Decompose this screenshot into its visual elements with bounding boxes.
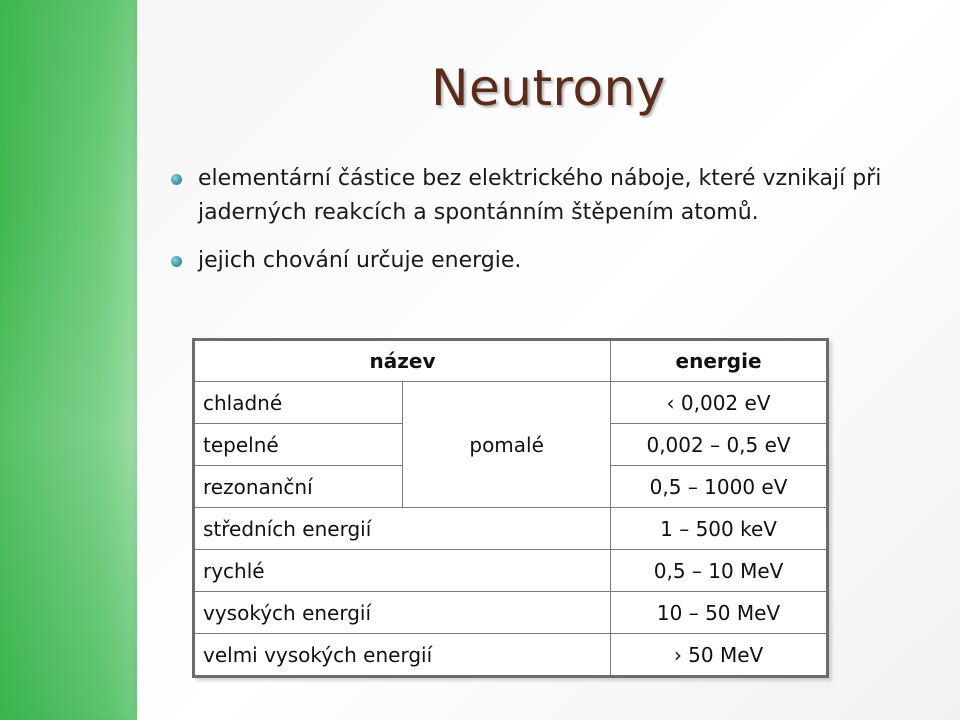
- table-row: [194, 382, 828, 424]
- bullet-item: [170, 244, 910, 278]
- table-row: [194, 508, 828, 550]
- row-name: rezonanční: [194, 466, 403, 508]
- row-name: středních energií: [194, 508, 611, 550]
- bullet-list: [170, 162, 910, 292]
- table-header-row: [194, 340, 828, 382]
- row-name: tepelné: [194, 424, 403, 466]
- row-energy: ‹ 0,002 eV: [611, 382, 828, 424]
- row-name: vysokých energií: [194, 592, 611, 634]
- row-name: velmi vysokých energií: [194, 634, 611, 677]
- row-energy: 1 – 500 keV: [611, 508, 828, 550]
- row-energy: › 50 MeV: [611, 634, 828, 677]
- header-energy: energie: [611, 340, 828, 382]
- row-name: chladné: [194, 382, 403, 424]
- table-row: [194, 550, 828, 592]
- bullet-text: elementární částice bez elektrického náboje, které vznikají při jaderných reakcích a spontánním štěpením atomů.: [198, 166, 882, 225]
- neutron-energy-table: [192, 338, 829, 678]
- table-row: [194, 634, 828, 677]
- row-energy: 0,5 – 1000 eV: [611, 466, 828, 508]
- row-energy: 0,002 – 0,5 eV: [611, 424, 828, 466]
- row-energy: 0,5 – 10 MeV: [611, 550, 828, 592]
- row-energy: 10 – 50 MeV: [611, 592, 828, 634]
- group-cell-slow: pomalé: [403, 382, 611, 508]
- header-name: název: [194, 340, 611, 382]
- sidebar-shade: [0, 0, 137, 720]
- bullet-dot-icon: [171, 174, 182, 185]
- table-row: [194, 592, 828, 634]
- bullet-dot-icon: [171, 256, 182, 267]
- bullet-text: jejich chování určuje energie.: [198, 248, 522, 273]
- slide-title: Neutrony: [431, 59, 666, 117]
- row-name: rychlé: [194, 550, 611, 592]
- bullet-item: [170, 162, 910, 230]
